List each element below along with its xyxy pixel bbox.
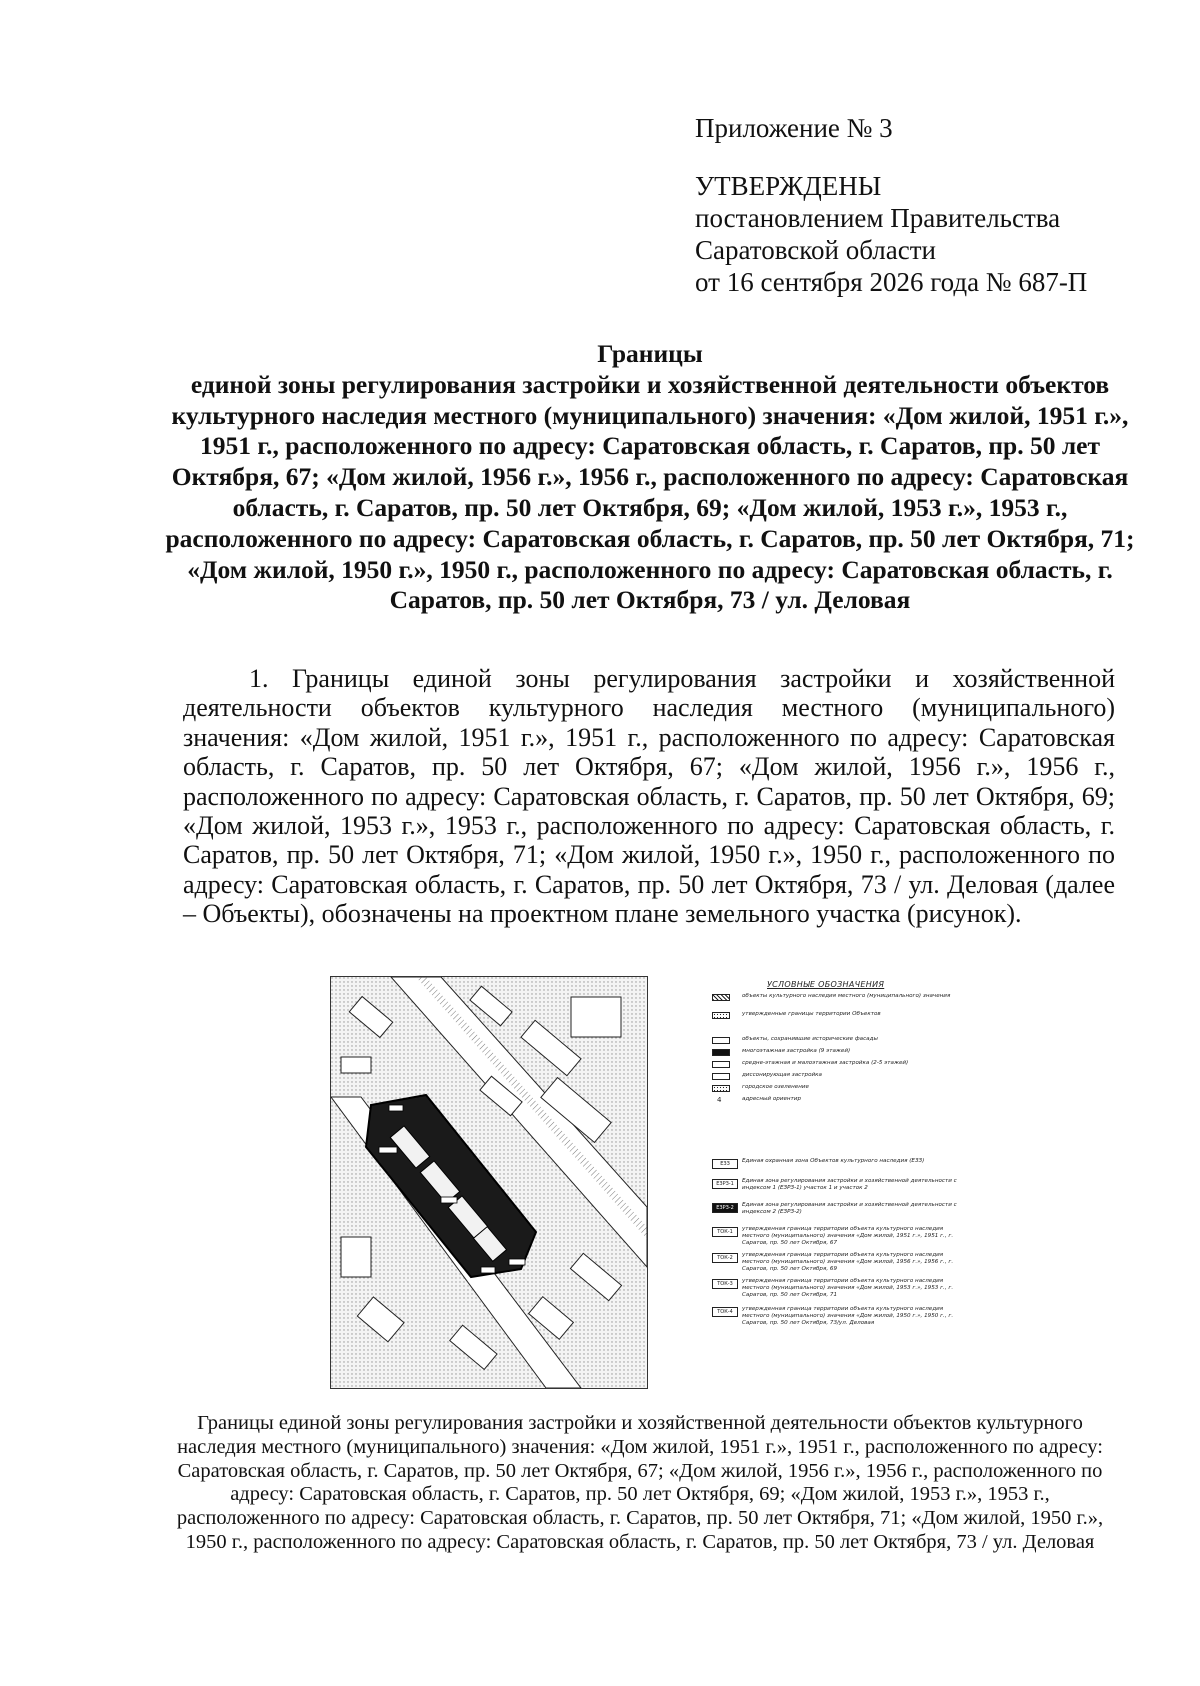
legend-item: объекты культурного наследия местного (муниципального) значения: [712, 993, 962, 1013]
annex-number: Приложение № 3: [695, 113, 893, 143]
legend-symbol-icon: [712, 994, 730, 1001]
approval-line-2: Саратовской области: [695, 235, 936, 265]
legend-code-icon: ТОК-2: [712, 1253, 738, 1263]
legend-code-icon: ЕЗРЗ-2: [712, 1203, 738, 1213]
legend-item: ТОК-4 утвержденная граница территории объекта культурного наследия местного (муниципального) значения «Дом жилой, 1950 г.», 1950 г., г. Саратов, пр. 50 лет Октября, 73/ул. Деловая: [712, 1306, 962, 1326]
paragraph-1: 1. Границы единой зоны регулирования застройки и хозяйственной деятельности объектов культурного наследия местного (муниципального) значения: «Дом жилой, 1951 г.», 1951 г., расположенного по адресу: Саратовская область, г. Саратов, пр. 50 лет Октября, 67; «Дом жилой, 1956 г.», 1956 г., расположенного по адресу: Саратовская область, г. Саратов, пр. 50 лет Октября, 69; «Дом жилой, 1953 г.», 1953 г., расположенного по адресу: Саратовская область, г. Саратов, пр. 50 лет Октября, 71; «Дом жилой, 1950 г.», 1950 г., расположенного по адресу: Саратовская область, г. Саратов, пр. 50 лет Октября, 73 / ул. Деловая (далее – Объекты), обозначены на проектном плане земельного участка (рисунок).: [183, 664, 1115, 929]
legend-item: средне-этажная и малоэтажная застройка (2-5 этажей): [712, 1060, 962, 1080]
legend-symbol-icon: [712, 1037, 730, 1044]
legend-symbol-icon: [712, 1073, 730, 1080]
legend-item: ЕЗРЗ-2 Единая зона регулирования застройки и хозяйственной деятельности с индексом 2 (ЕЗРЗ-2): [712, 1202, 962, 1222]
legend-item: ЕЗРЗ-1 Единая зона регулирования застройки и хозяйственной деятельности с индексом 1 (ЕЗРЗ-1) участок 1 и участок 2: [712, 1178, 962, 1198]
approval-block: [695, 112, 1135, 298]
legend-symbol-icon: [712, 1012, 730, 1019]
legend-code-icon: ТОК-4: [712, 1307, 738, 1317]
number-marker-icon: 4: [717, 1096, 722, 1104]
legend-item: утвержденные границы территории Объектов: [712, 1011, 962, 1031]
legend-item: диссонирующая застройка: [712, 1072, 962, 1092]
legend-item: ТОК-3 утвержденная граница территории объекта культурного наследия местного (муниципального) значения «Дом жилой, 1953 г.», 1953 г., г. Саратов, пр. 50 лет Октября, 71: [712, 1278, 962, 1298]
title-subtitle: единой зоны регулирования застройки и хозяйственной деятельности объектов культурного наследия местного (муниципального) значения: «Дом жилой, 1951 г.», 1951 г., расположенного по адресу: Саратовская область, г. Саратов, пр. 50 лет Октября, 67; «Дом жилой, 1956 г.», 1956 г., расположенного по адресу: Саратовская область, г. Саратов, пр. 50 лет Октября, 69; «Дом жилой, 1953 г.», 1953 г., расположенного по адресу: Саратовская область, г. Саратов, пр. 50 лет Октября, 71; «Дом жилой, 1950 г.», 1950 г., расположенного по адресу: Саратовская область, г. Саратов, пр. 50 лет Октября, 73 / ул. Деловая: [165, 369, 1135, 615]
legend-code-icon: ЕЗРЗ-1: [712, 1179, 738, 1189]
title-heading: Границы: [597, 339, 703, 368]
legend-symbol-icon: [712, 1061, 730, 1068]
approved-label: УТВЕРЖДЕНЫ: [695, 171, 882, 201]
legend-item: ТОК-2 утвержденная граница территории объекта культурного наследия местного (муниципального) значения «Дом жилой, 1956 г.», 1956 г., г. Саратов, пр. 50 лет Октября, 69: [712, 1252, 962, 1272]
legend-code-icon: ТОК-3: [712, 1279, 738, 1289]
document-title: [160, 339, 1140, 616]
legend-item: 4 адресный ориентир: [717, 1096, 802, 1104]
legend-item: ЕЗЗ Единая охранная зона Объектов культурного наследия (ЕЗЗ): [712, 1158, 962, 1178]
approval-line-1: постановлением Правительства: [695, 203, 1061, 233]
legend-item: городское озеленение: [712, 1084, 962, 1104]
approval-date-line: от 16 сентября 2026 года № 687-П: [695, 267, 1088, 297]
map-legend: [712, 980, 962, 1340]
site-plan-map: [330, 976, 648, 1389]
legend-symbol-icon: [712, 1085, 730, 1092]
legend-code-icon: ЕЗЗ: [712, 1159, 738, 1169]
legend-item: многоэтажная застройка (9 этажей): [712, 1048, 962, 1068]
legend-item: объекты, сохранившие исторические фасады: [712, 1036, 962, 1056]
legend-title: УСЛОВНЫЕ ОБОЗНАЧЕНИЯ: [767, 980, 885, 989]
legend-symbol-icon: [712, 1049, 730, 1056]
figure-caption: Границы единой зоны регулирования застройки и хозяйственной деятельности объектов культурного наследия местного (муниципального) значения: «Дом жилой, 1951 г.», 1951 г., расположенного по адресу: Саратовская область, г. Саратов, пр. 50 лет Октября, 67; «Дом жилой, 1956 г.», 1956 г., расположенного по адресу: Саратовская область, г. Саратов, пр. 50 лет Октября, 69; «Дом жилой, 1953 г.», 1953 г., расположенного по адресу: Саратовская область, г. Саратов, пр. 50 лет Октября, 71; «Дом жилой, 1950 г.», 1950 г., расположенного по адресу: Саратовская область, г. Саратов, пр. 50 лет Октября, 73 / ул. Деловая: [176, 1412, 1104, 1553]
legend-item: ТОК-1 утвержденная граница территории объекта культурного наследия местного (муниципального) значения «Дом жилой, 1951 г.», 1951 г., г. Саратов, пр. 50 лет Октября, 67: [712, 1226, 962, 1246]
legend-code-icon: ТОК-1: [712, 1227, 738, 1237]
